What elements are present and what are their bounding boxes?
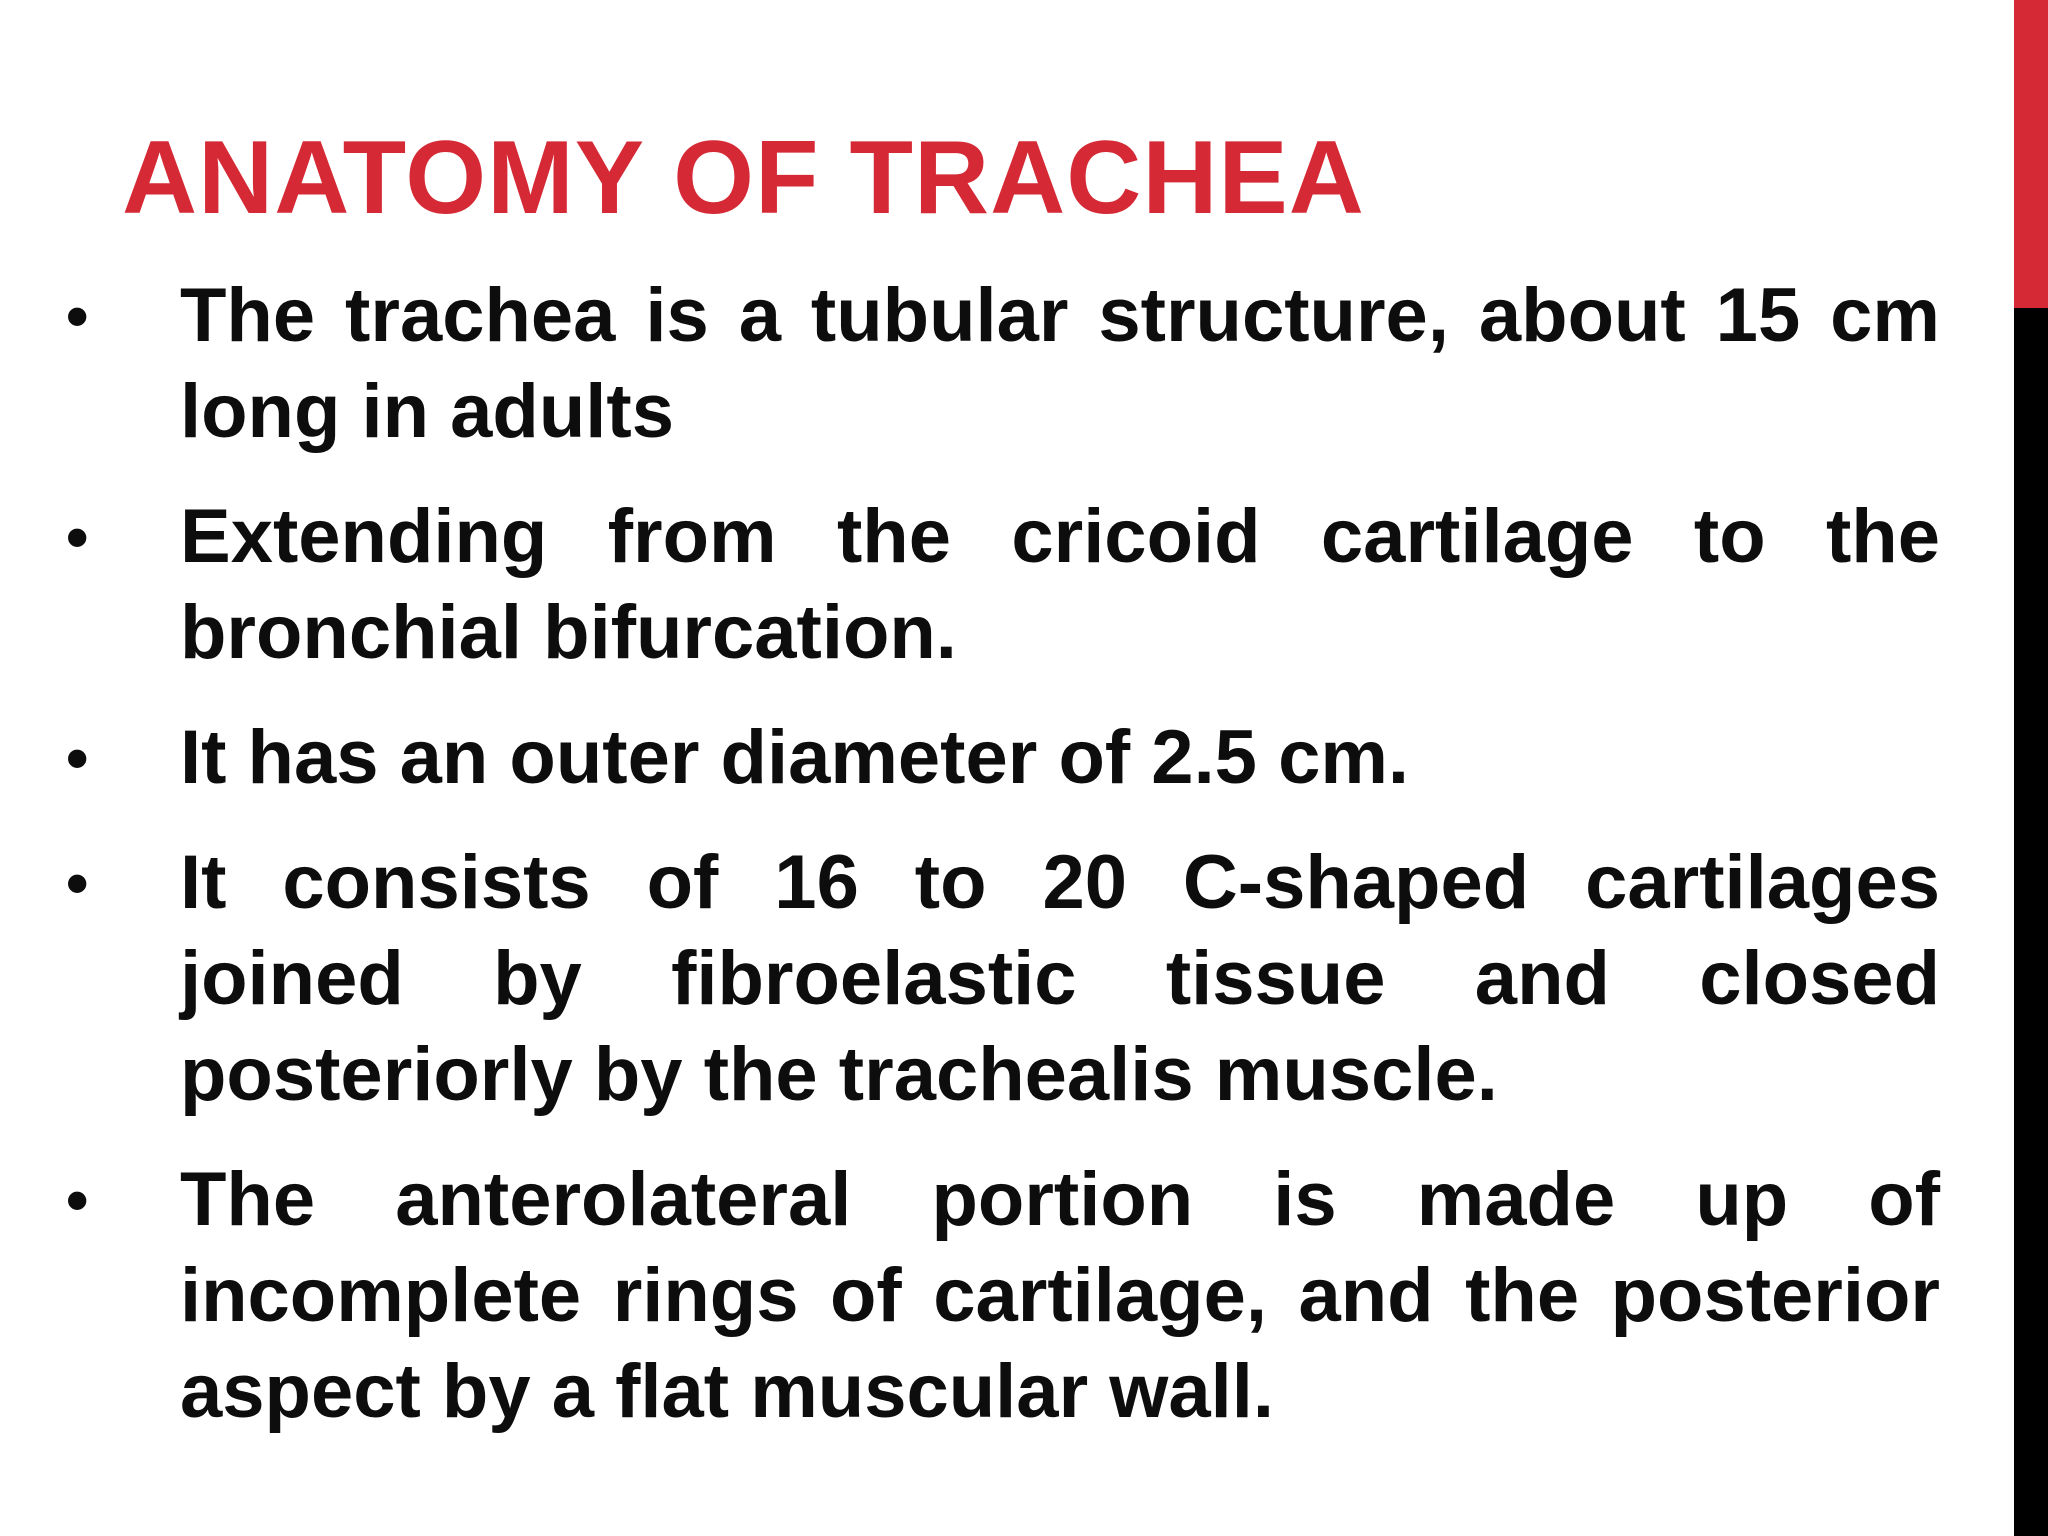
bullet-text: It consists of 16 to 20 C-shaped cartilages joined by fibroelastic tissue and closed posteriorly by the trachealis muscle. (180, 840, 1940, 1117)
side-accent-red (2014, 0, 2048, 308)
bullet-item (0, 268, 1940, 460)
bullet-item (0, 710, 1940, 806)
slide-title: ANATOMY OF TRACHEA (122, 120, 1365, 236)
bullet-dot-icon: • (66, 1164, 89, 1236)
side-accent-bar (2014, 0, 2048, 1536)
side-accent-black (2014, 308, 2048, 1536)
bullet-item (0, 835, 1940, 1123)
bullet-dot-icon: • (66, 722, 89, 794)
bullet-text: The anterolateral portion is made up of incomplete rings of cartilage, and the posterior aspect by a flat muscular wall. (180, 1157, 1940, 1434)
bullet-item (0, 1152, 1940, 1440)
bullet-text: The trachea is a tubular structure, about 15 cm long in adults (180, 273, 1940, 454)
bullet-list (0, 268, 1940, 1469)
bullet-dot-icon: • (66, 847, 89, 919)
bullet-text: Extending from the cricoid cartilage to the bronchial bifurcation. (180, 494, 1940, 675)
bullet-dot-icon: • (66, 280, 89, 352)
bullet-item (0, 489, 1940, 681)
bullet-text: It has an outer diameter of 2.5 cm. (180, 715, 1410, 800)
bullet-dot-icon: • (66, 501, 89, 573)
